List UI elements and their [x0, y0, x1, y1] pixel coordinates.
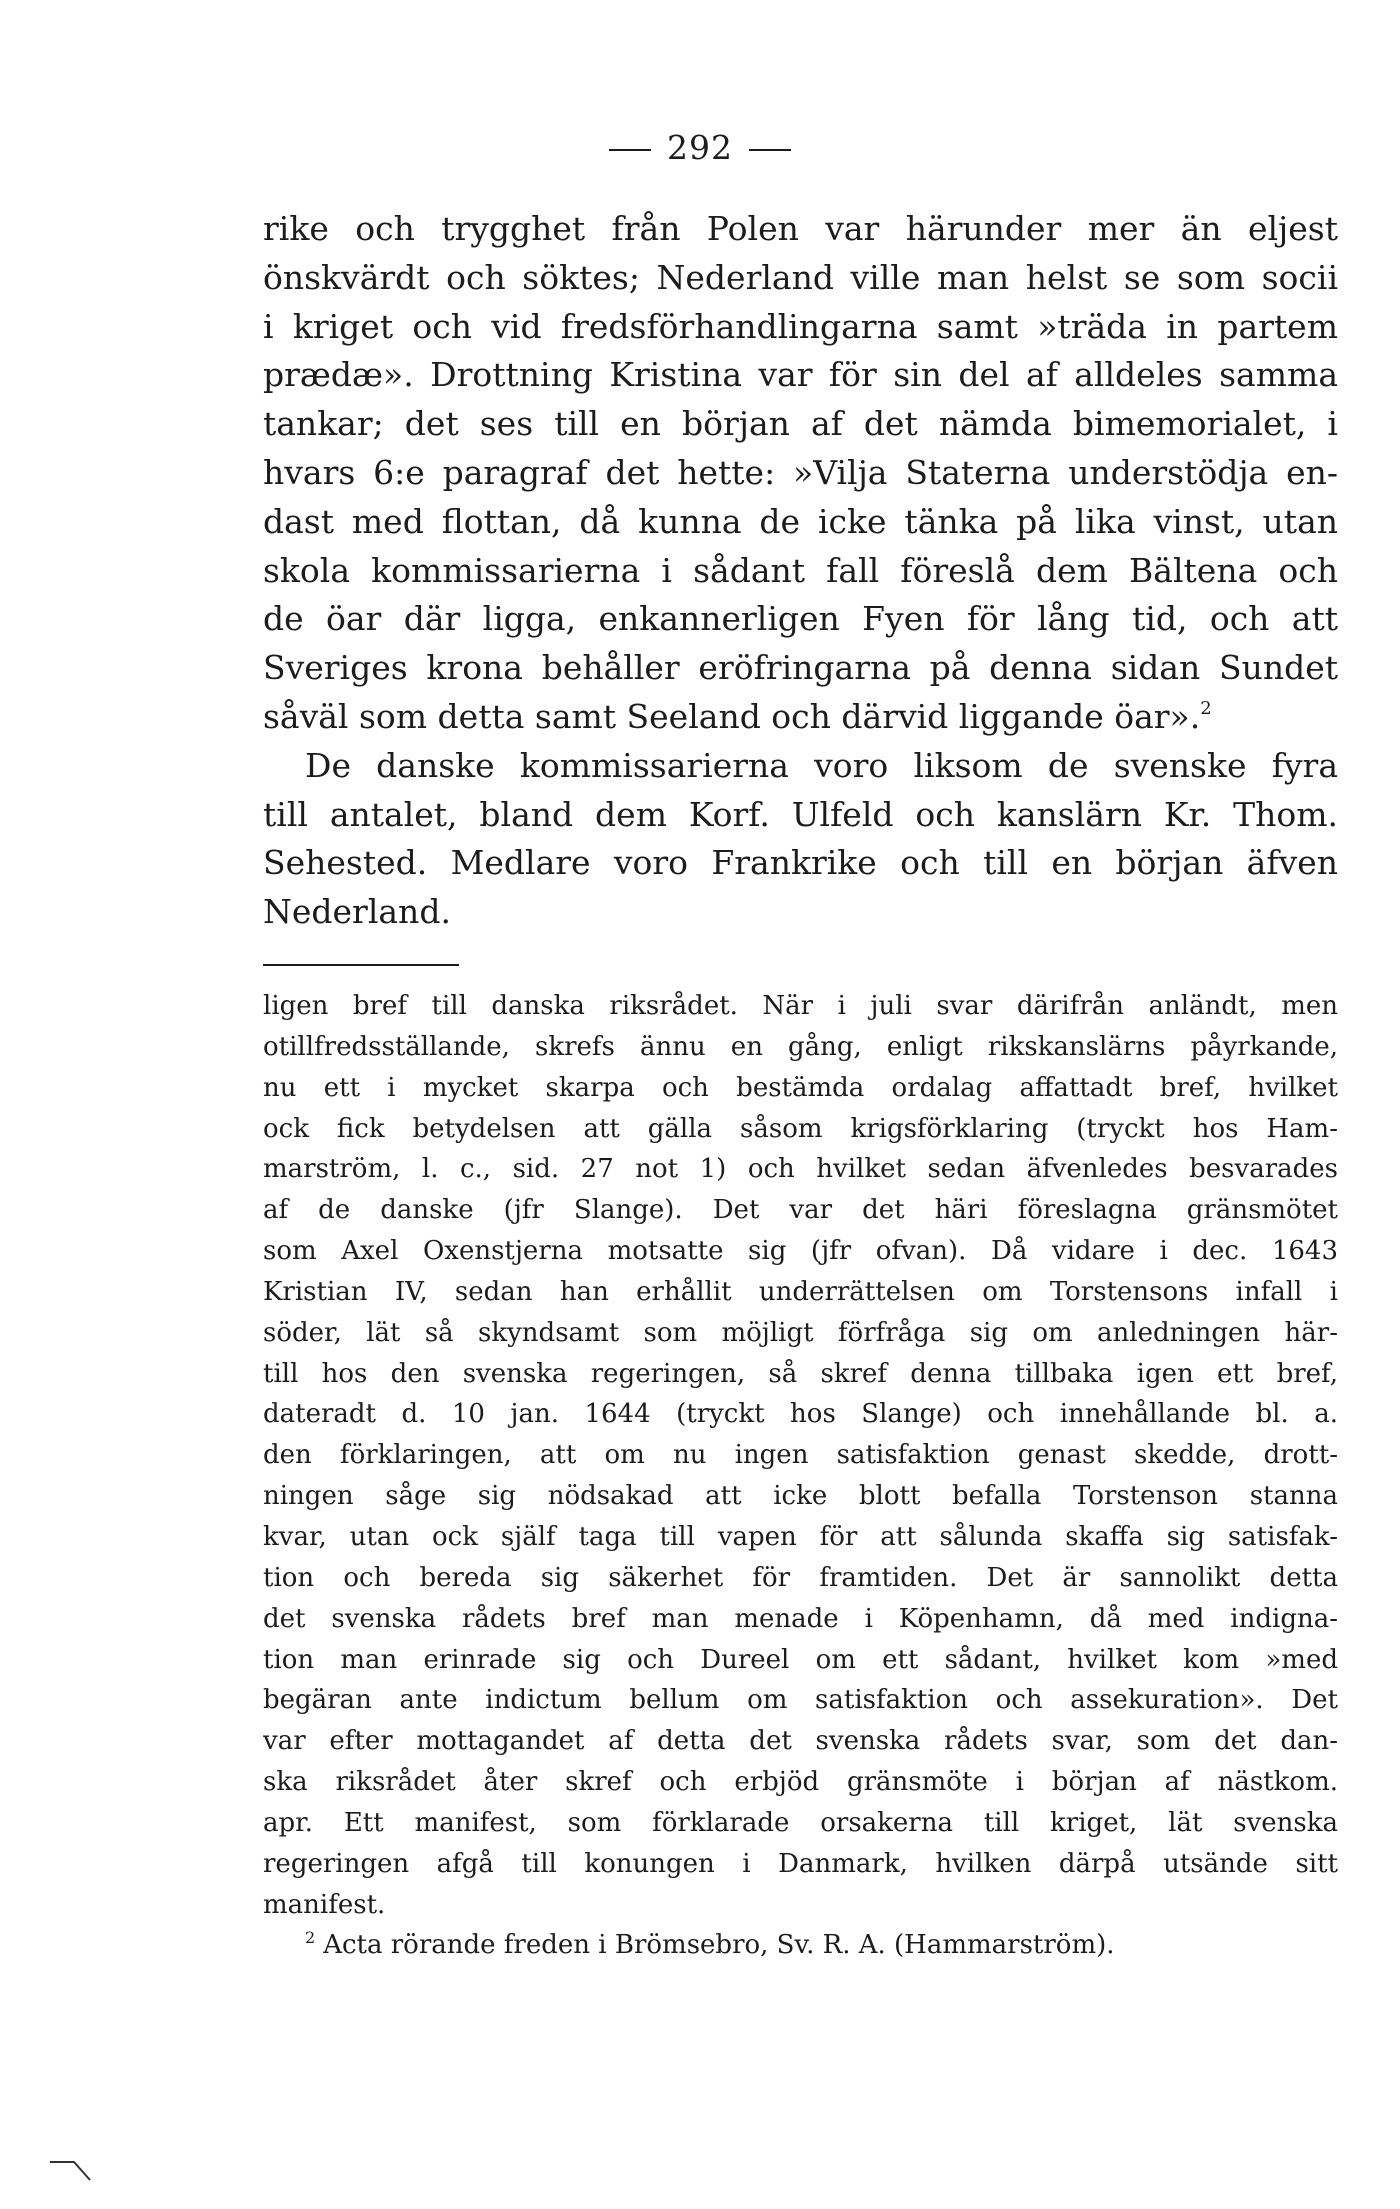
main-text-line: hvars 6:e paragraf det hette: »Vilja Staterna understödja en- [263, 452, 1338, 492]
footnote-line: dateradt d. 10 jan. 1644 (tryckt hos Slange) och innehållande bl. a. [263, 1399, 1338, 1430]
footnote-reference[interactable]: 2 [1200, 697, 1212, 719]
main-text-line: i kriget och vid fredsförhandlingarna samt »träda in partem [263, 306, 1338, 346]
footnote-line: nu ett i mycket skarpa och bestämda ordalag affattadt bref, hvilket [263, 1072, 1338, 1103]
main-text-line: till antalet, bland dem Korf. Ulfeld och kanslärn Kr. Thom. [263, 794, 1338, 834]
footnote-line: otillfredsställande, skrefs ännu en gång, enligt rikskanslärns påyrkande, [263, 1031, 1338, 1062]
footnote-line: marström, l. c., sid. 27 not 1) och hvilket sedan äfvenledes besvarades [263, 1154, 1338, 1185]
main-text-line: Sveriges krona behåller eröfringarna på denna sidan Sundet [263, 648, 1338, 688]
main-text-line: Sehested. Medlare voro Frankrike och till en början äfven [263, 843, 1338, 883]
footnote-line: Kristian IV, sedan han erhållit underrättelsen om Torstensons infall i [263, 1276, 1338, 1307]
main-text-line: de öar där ligga, enkannerligen Fyen för lång tid, och att [263, 599, 1338, 639]
main-text-line: tankar; det ses till en början af det nämda bimemorialet, i [263, 404, 1338, 444]
footnote-line: ock fick betydelsen att gälla såsom krigsförklaring (tryckt hos Ham- [263, 1113, 1338, 1144]
footnote-line: regeringen afgå till konungen i Danmark, hvilken därpå utsände sitt [263, 1848, 1338, 1879]
footnote-line: tion och bereda sig säkerhet för framtiden. Det är sannolikt detta [263, 1562, 1338, 1593]
main-text-line-with-footnote [263, 693, 1338, 742]
footnote-line: ningen såge sig nödsakad att icke blott befalla Torstenson stanna [263, 1481, 1338, 1512]
main-text-line: såväl som detta samt Seeland och därvid liggande öar». [263, 696, 1201, 736]
footnote-line: till hos den svenska regeringen, så skref denna tillbaka igen ett bref, [263, 1358, 1338, 1389]
page-number-dash-right [749, 149, 791, 151]
footnote-line: som Axel Oxenstjerna motsatte sig (jfr ofvan). Då vidare i dec. 1643 [263, 1236, 1338, 1267]
footnotes [263, 986, 1338, 1966]
main-text [263, 205, 1338, 937]
main-text-line: skola kommissarierna i sådant fall föreslå dem Bältena och [263, 550, 1338, 590]
footnote-2-text: Acta rörande freden i Brömsebro, Sv. R. A. (Hammarström). [323, 1930, 1115, 1961]
main-text-line: prædæ». Drottning Kristina var för sin del af alldeles samma [263, 355, 1338, 395]
footnote-line: af de danske (jfr Slange). Det var det häri föreslagna gränsmötet [263, 1195, 1338, 1226]
main-text-line: önskvärdt och söktes; Nederland ville man helst se som socii [263, 257, 1338, 297]
scan-corner-mark-icon [48, 2150, 96, 2186]
footnote-line: söder, lät så skyndsamt som möjligt förfråga sig om anledningen här- [263, 1317, 1338, 1348]
page-number-dash-left [609, 149, 651, 151]
footnote-2-marker: 2 [305, 1928, 316, 1948]
footnote-line: manifest. [263, 1889, 386, 1920]
footnote-divider [263, 964, 459, 966]
footnote-line: begäran ante indictum bellum om satisfaktion och assekuration». Det [263, 1685, 1338, 1716]
footnote-line: kvar, utan ock själf taga till vapen för att sålunda skaffa sig satisfak- [263, 1521, 1338, 1552]
footnote-line: ska riksrådet åter skref och erbjöd gränsmöte i början af nästkom. [263, 1767, 1338, 1798]
main-text-line: De danske kommissarierna voro liksom de svenske fyra [305, 745, 1338, 785]
footnote-line: ligen bref till danska riksrådet. När i juli svar därifrån anländt, men [263, 991, 1338, 1021]
main-text-line: rike och trygghet från Polen var härunder mer än eljest [263, 209, 1338, 248]
page-number [0, 128, 1400, 167]
footnote-line: var efter mottagandet af detta det svenska rådets svar, som det dan- [263, 1726, 1338, 1757]
footnote-2 [263, 1925, 1338, 1966]
main-text-line: Nederland. [263, 892, 451, 932]
main-text-line: dast med flottan, då kunna de icke tänka på lika vinst, utan [263, 501, 1338, 541]
footnote-line: apr. Ett manifest, som förklarade orsakerna till kriget, lät svenska [263, 1807, 1338, 1838]
footnote-line: tion man erinrade sig och Dureel om ett sådant, hvilket kom »med [263, 1644, 1338, 1675]
footnote-line: det svenska rådets bref man menade i Köpenhamn, då med indigna- [263, 1603, 1338, 1634]
footnote-line: den förklaringen, att om nu ingen satisfaktion genast skedde, drott- [263, 1440, 1338, 1471]
page-number-value: 292 [667, 128, 733, 167]
